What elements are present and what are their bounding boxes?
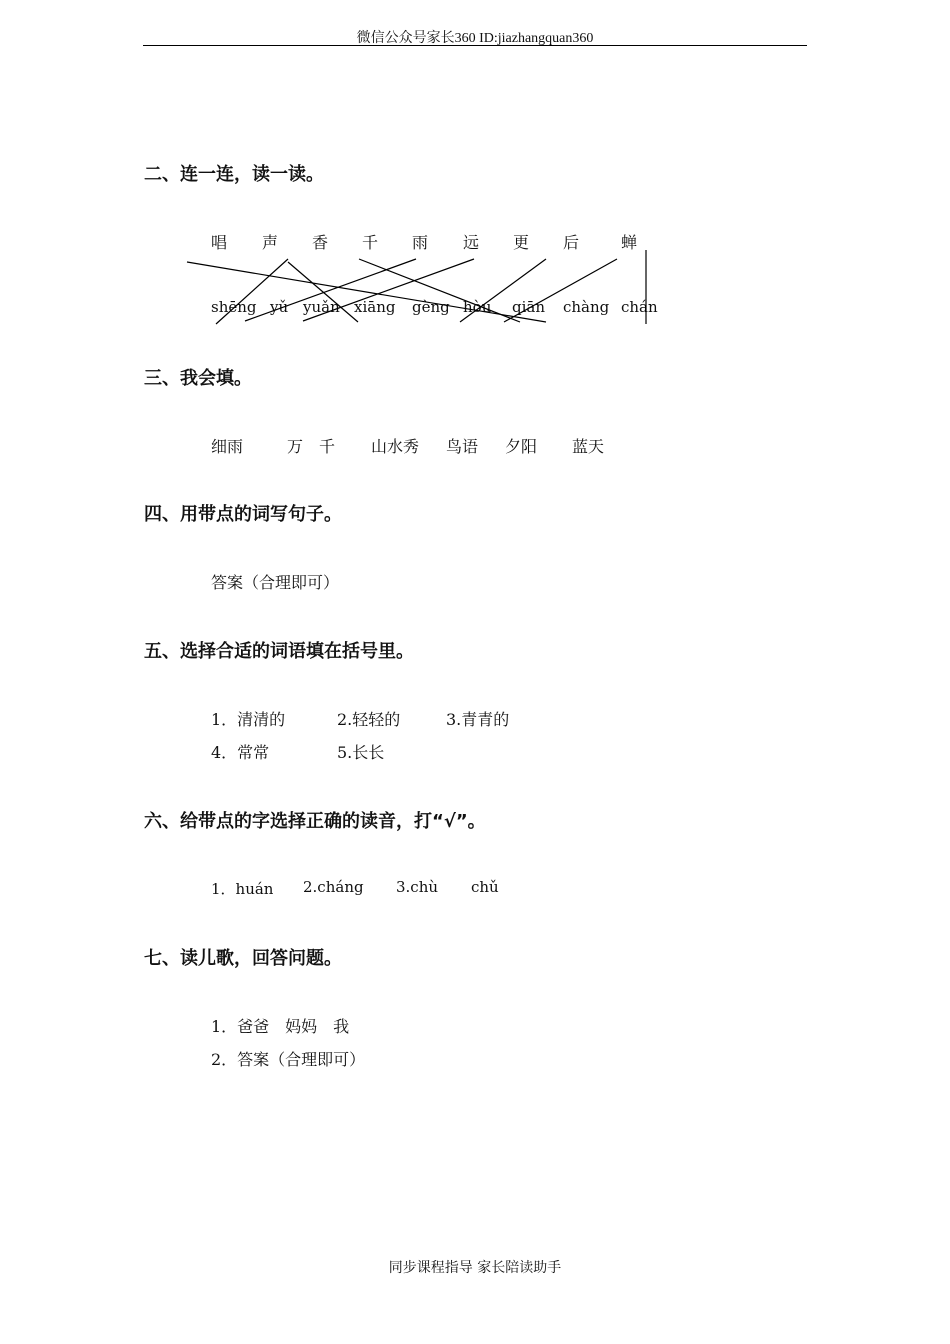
answer-item: 2.轻轻的 — [337, 710, 401, 729]
answer-text: 答案（合理即可） — [211, 573, 340, 592]
match-line — [187, 262, 546, 322]
char-item: 雨 — [412, 233, 429, 252]
char-item: 远 — [463, 233, 480, 252]
pinyin-item: qiān — [512, 298, 546, 316]
char-item: 更 — [513, 233, 530, 252]
pinyin-item: hòu — [463, 298, 492, 316]
section-7-title: 七、读儿歌，回答问题。 — [144, 948, 342, 969]
page-footer: 同步课程指导 家长陪读助手 — [388, 1260, 562, 1276]
match-line — [359, 259, 520, 322]
answer-item: 2.cháng — [303, 878, 364, 896]
answer-item: 夕阳 — [505, 437, 538, 456]
answer-item: 3.青青的 — [446, 710, 510, 729]
match-line — [245, 259, 416, 321]
answer-item: 细雨 — [211, 437, 244, 456]
answer-item: 1．爸爸 妈妈 我 — [211, 1017, 350, 1036]
section-4-title: 四、用带点的词写句子。 — [144, 504, 342, 525]
answer-item: 2．答案（合理即可） — [211, 1050, 366, 1069]
char-item: 声 — [262, 233, 279, 252]
answer-item: 1．清清的 — [211, 710, 286, 729]
pinyin-item: chán — [621, 298, 658, 316]
answer-item: 5.长长 — [337, 743, 385, 762]
pinyin-item: yuǎn — [303, 298, 340, 316]
answer-item: 4．常常 — [211, 743, 270, 762]
char-item: 后 — [563, 233, 580, 252]
answer-item: 鸟语 — [446, 437, 479, 456]
answer-item: chǔ — [471, 878, 499, 896]
char-item: 唱 — [211, 233, 228, 252]
section-6-title: 六、给带点的字选择正确的读音，打“√”。 — [144, 811, 486, 832]
match-line — [504, 259, 617, 322]
section-3-title: 三、我会填。 — [144, 368, 252, 389]
char-item: 千 — [362, 233, 379, 252]
answer-item: 1．huán — [211, 880, 274, 898]
char-item: 蝉 — [621, 233, 638, 252]
section-5-title: 五、选择合适的词语填在括号里。 — [144, 641, 414, 662]
answer-item: 山水秀 — [371, 437, 420, 456]
page-header: 微信公众号家长360 ID:jiazhangquan360 — [356, 31, 594, 46]
pinyin-item: yǔ — [270, 298, 289, 316]
pinyin-item: shēng — [211, 298, 257, 316]
pinyin-item: xiāng — [354, 298, 396, 316]
pinyin-item: chàng — [563, 298, 610, 316]
answer-item: 万 千 — [287, 437, 336, 456]
char-item: 香 — [312, 233, 329, 252]
answer-item: 3.chù — [396, 878, 439, 896]
answer-item: 蓝天 — [572, 437, 605, 456]
pinyin-item: gèng — [412, 298, 450, 316]
match-line — [288, 262, 358, 322]
section-2-title: 二、连一连，读一读。 — [144, 164, 324, 185]
match-line — [460, 259, 546, 322]
match-line — [303, 259, 474, 321]
